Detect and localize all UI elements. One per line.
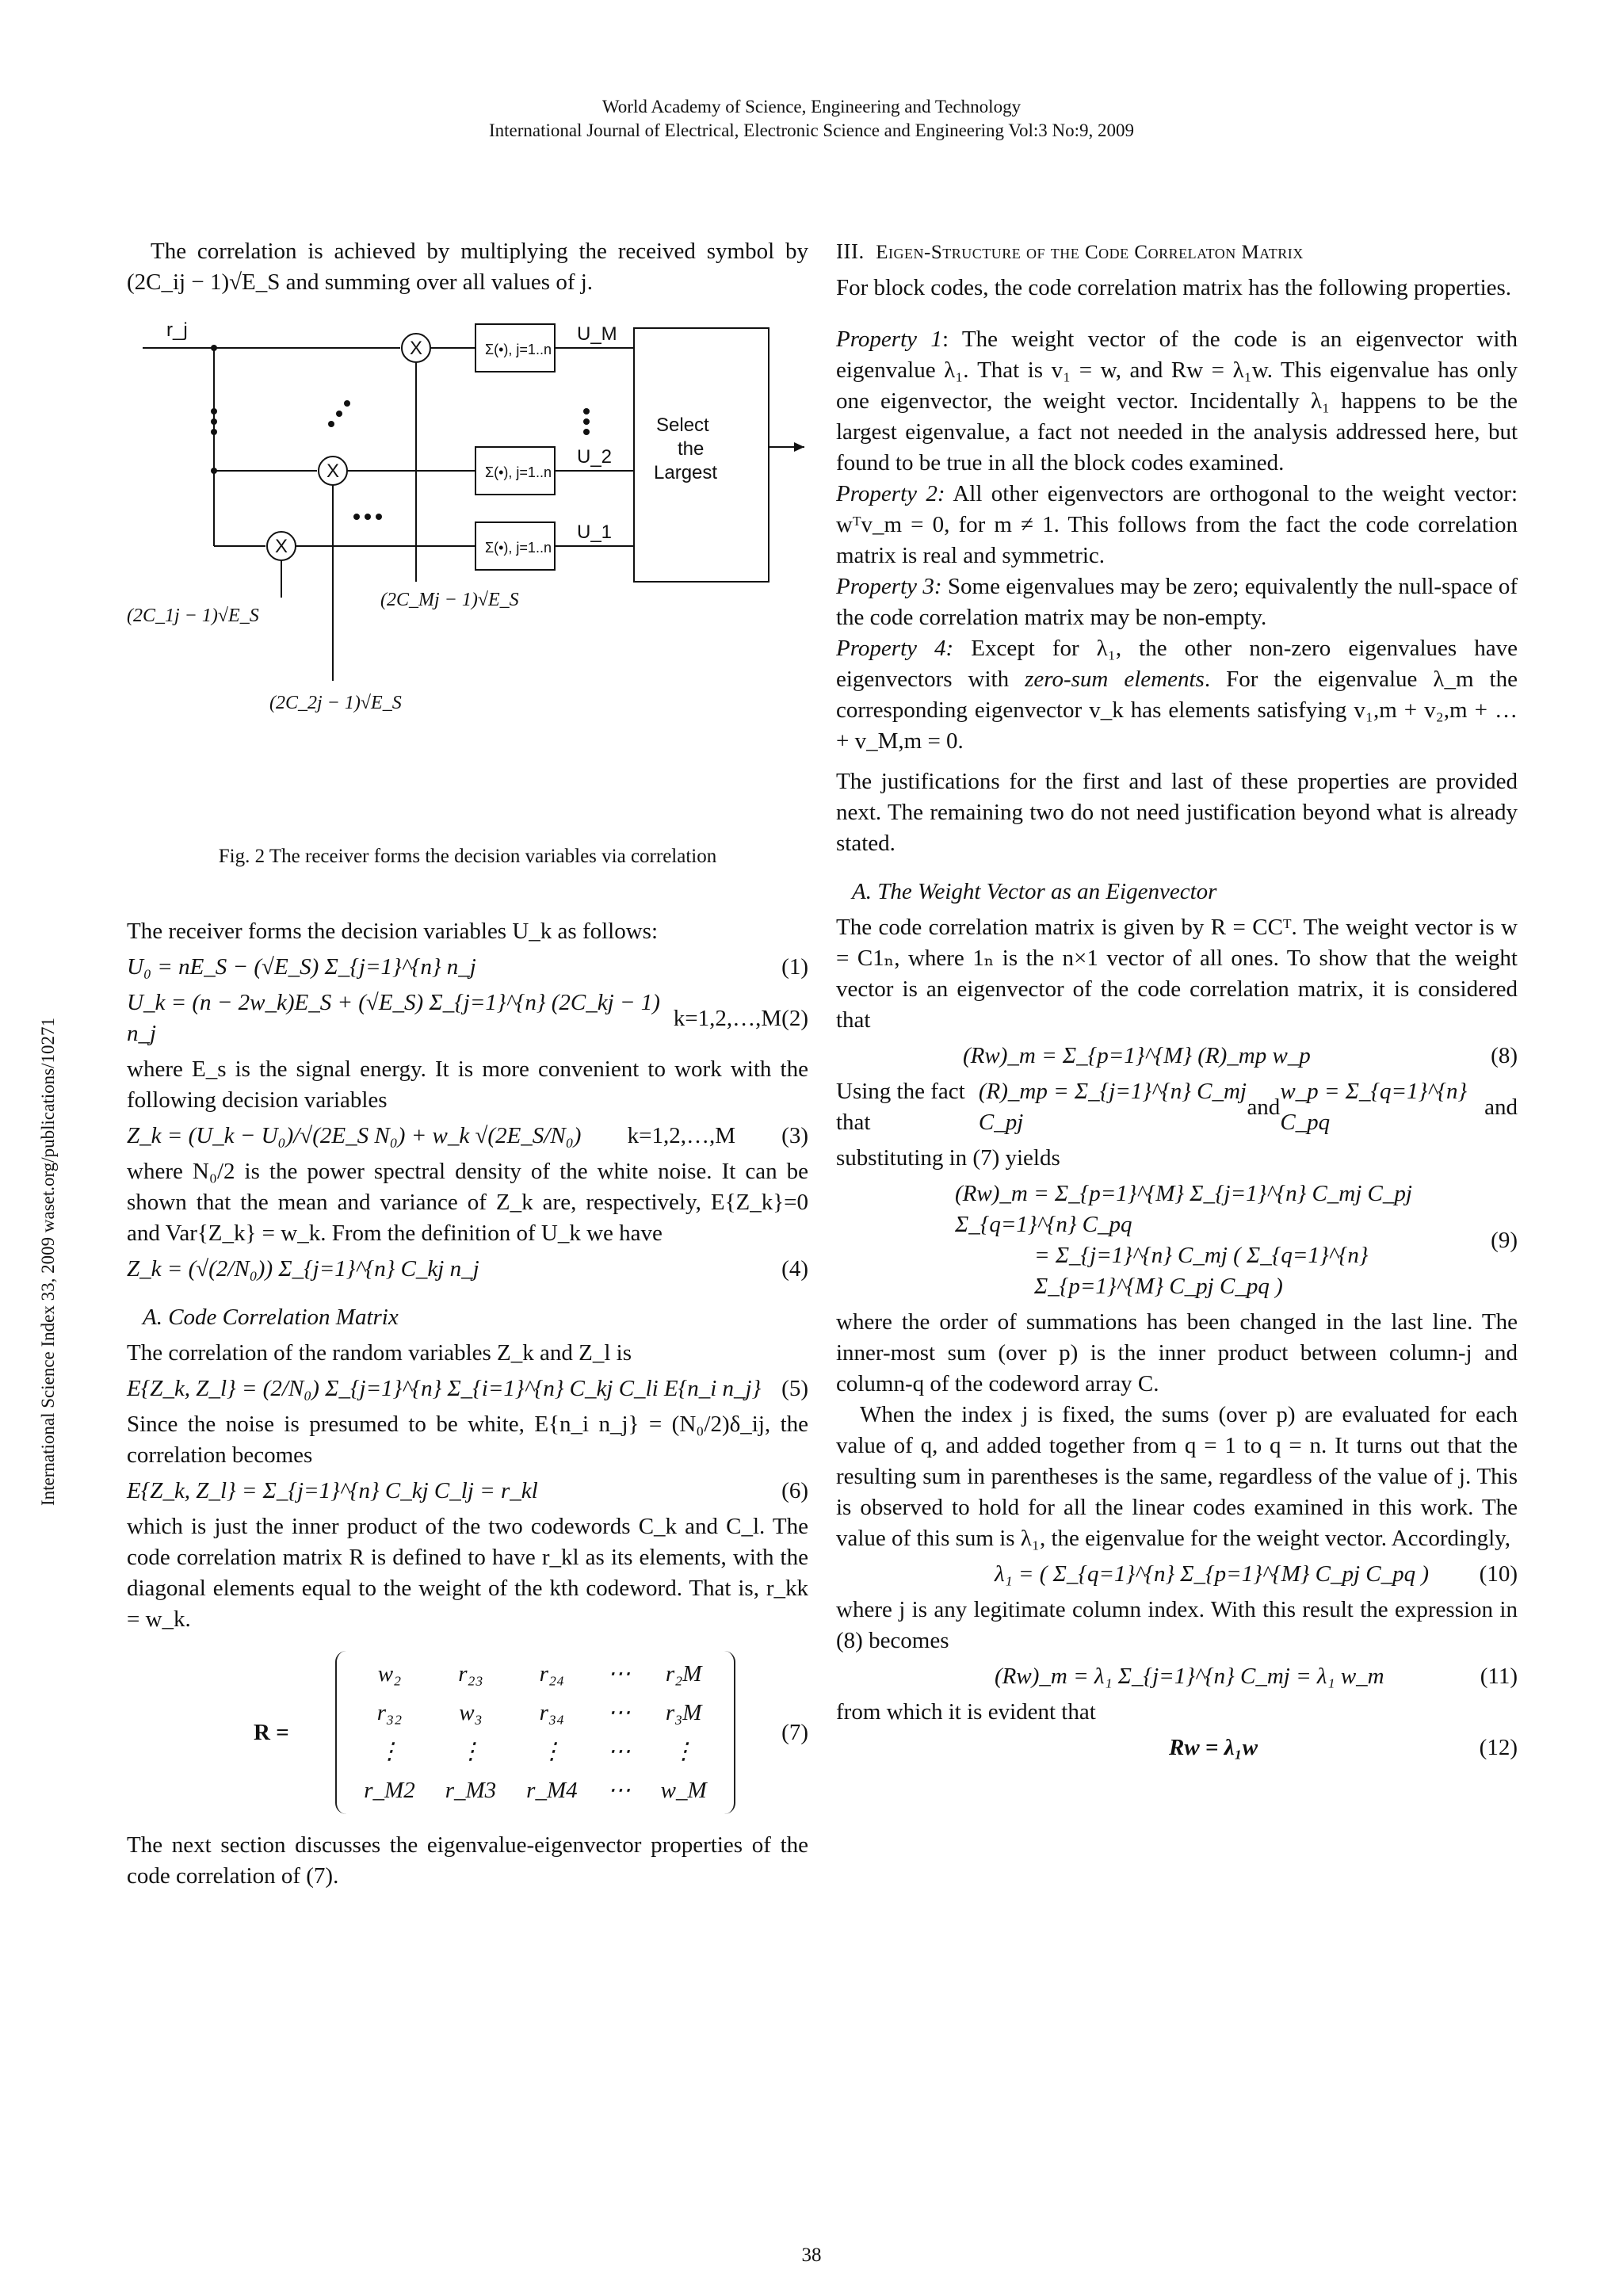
weight-label-Mj: (2C_Mj − 1)√E_S bbox=[380, 590, 519, 610]
subsection-code-correlation: A. Code Correlation Matrix bbox=[143, 1305, 399, 1330]
property-1: Property 1: The weight vector of the code is an eigenvector with eigenvalue λ₁. That is v₁ = w, and Rw = λ₁w. This eigenvalue has only one eigenvector, the weight vector. Incidentally λ₁ happens to be the largest eigenvalue, a fact not needed in the analysis addressed here, but found to be true in all the block codes examined. bbox=[836, 327, 1518, 476]
multiplier-middle bbox=[319, 457, 347, 485]
using-fact-line: Using the fact that (R)_mp = Σ_{j=1}^{n} C_mj C_pj and w_p = Σ_{q=1}^{n} C_pq and bbox=[836, 1079, 1518, 1135]
where-signal-energy: where E_s is the signal energy. It is more convenient to work with the following decision variables bbox=[127, 1056, 808, 1113]
equation-12: Rw = λ₁w (12) bbox=[1169, 1735, 1518, 1760]
output-U1: U_1 bbox=[577, 521, 613, 543]
equation-4: Z_k = (√(2/N₀)) Σ_{j=1}^{n} C_kj n_j (4) bbox=[127, 1256, 808, 1282]
intro-paragraph: The correlation is achieved by multiplying the received symbol by (2C_ij − 1)√E_S and summing over all values of j. bbox=[127, 239, 808, 295]
property-4: Property 4: Except for λ₁, the other non-zero eigenvalues have eigenvectors with zero-sum elements. For the eigenvalue λ_m the corresponding eigenvector v_k has elements satisfying v₁,m + v₂,m + … + v_M,m = 0. bbox=[836, 636, 1518, 754]
figure-caption: Fig. 2 The receiver forms the decision variables via correlation bbox=[218, 846, 717, 867]
index-paragraph: When the index j is fixed, the sums (over p) are evaluated for each value of q, and added together from q = 1 to q = n. It turns out that the resulting sum in parentheses is the same, regardless of the value of j. This is observed to hold for all the linear codes examined in this work. The value of this sum is λ₁, the eigenvalue for the weight vector. Accordingly, bbox=[836, 1402, 1518, 1551]
section-heading: III. Eigen-Structure of the Code Correlaton Matrix bbox=[836, 239, 1304, 263]
right-column bbox=[836, 236, 1518, 1768]
equation-8: (Rw)_m = Σ_{p=1}^{M} (R)_mp w_p (8) bbox=[963, 1043, 1518, 1068]
equation-10: λ₁ = ( Σ_{q=1}^{n} Σ_{p=1}^{M} C_pj C_pq ) (10) bbox=[995, 1561, 1518, 1587]
subsection-weight-vector: A. The Weight Vector as an Eigenvector bbox=[852, 879, 1217, 904]
index-sidebar: International Science Index 33, 2009 waset.org/publications/10271 bbox=[38, 1018, 58, 1506]
svg-text:X: X bbox=[410, 338, 423, 359]
equation-2: U_k = (n − 2w_k)E_S + (√E_S) Σ_{j=1}^{n} (2C_kj − 1) n_j k=1,2,…,M (2) bbox=[127, 990, 808, 1046]
output-U2: U_2 bbox=[577, 446, 613, 468]
summer-label-2: Σ(•), j=1..n bbox=[485, 464, 552, 480]
equation-5: E{Z_k, Z_l} = (2/N₀) Σ_{j=1}^{n} Σ_{i=1}^{n} C_kj C_li E{n_i n_j} (5) bbox=[127, 1376, 808, 1401]
summer-label-1: Σ(•), j=1..n bbox=[485, 540, 552, 556]
correlation-matrix: w₂ r₂₃ r₂₄ ⋯ r₂M r₃₂ w₃ r₃₄ ⋯ r₃M ⋮ ⋮ ⋮ ⋯ ⋮ r_M2 r_M3 r_M4 ⋯ w_M bbox=[335, 1651, 735, 1814]
left-column bbox=[127, 236, 808, 1892]
equation-1: U₀ = nE_S − (√E_S) Σ_{j=1}^{n} n_j (1) bbox=[127, 954, 808, 980]
header-line-2: International Journal of Electrical, Electronic Science and Engineering Vol:3 No:9, 2009 bbox=[488, 120, 1135, 140]
weight-label-2j: (2C_2j − 1)√E_S bbox=[269, 693, 402, 713]
page-number: 38 bbox=[801, 2244, 822, 2266]
receiver-diagram bbox=[127, 312, 808, 819]
property-3: Property 3: Some eigenvalues may be zero; equivalently the null-space of the code correlation matrix may be non-empty. bbox=[836, 574, 1518, 630]
journal-header bbox=[0, 95, 1623, 143]
weight-label-1j: (2C_1j − 1)√E_S bbox=[127, 606, 259, 626]
equation-11: (Rw)_m = λ₁ Σ_{j=1}^{n} C_mj = λ₁ w_m (11) bbox=[995, 1664, 1518, 1689]
equation-3: Z_k = (U_k − U₀)/√(2E_S N₀) + w_k √(2E_S/N₀) k=1,2,…,M (3) bbox=[127, 1123, 808, 1148]
evident-line: from which it is evident that bbox=[836, 1699, 1096, 1725]
next-section-paragraph: The next section discusses the eigenvalue-eigenvector properties of the code correlation of (7). bbox=[127, 1832, 808, 1889]
property-2: Property 2: All other eigenvectors are orthogonal to the weight vector: wᵀv_m = 0, for m ≠ 1. This follows from the fact the code correlation matrix is real and symmetric. bbox=[836, 481, 1518, 568]
substituting-line: substituting in (7) yields bbox=[836, 1145, 1060, 1171]
inner-product-paragraph: which is just the inner product of the two codewords C_k and C_l. The code correlation matrix R is defined to have r_kl as its elements, with the diagonal elements equal to the weight of the kth codeword. That is, r_kk = w_k. bbox=[127, 1514, 808, 1632]
svg-text:X: X bbox=[275, 536, 288, 557]
output-UM: U_M bbox=[577, 323, 617, 345]
column-index-paragraph: where j is any legitimate column index. With this result the expression in (8) becomes bbox=[836, 1597, 1518, 1653]
rj-label: r_j bbox=[166, 319, 188, 341]
where-noise-density: where N₀/2 is the power spectral density of the white noise. It can be shown that the mean and variance of Z_k are, respectively, E{Z_k}=0 and Var{Z_k} = w_k. From the definition of U_k we have bbox=[127, 1159, 808, 1246]
equation-7-matrix: R = w₂ r₂₃ r₂₄ ⋯ r₂M r₃₂ w₃ r₃₄ ⋯ r₃M ⋮ ⋮ ⋮ ⋯ ⋮ r_M2 r_M3 r_M4 ⋯ w_M (7) bbox=[127, 1651, 808, 1814]
multiplier-top bbox=[402, 334, 430, 362]
white-noise-paragraph: Since the noise is presumed to be white, E{n_i n_j} = (N₀/2)δ_ij, the correlation becomes bbox=[127, 1412, 808, 1468]
svg-text:X: X bbox=[327, 460, 340, 482]
equation-6: E{Z_k, Z_l} = Σ_{j=1}^{n} C_kj C_lj = r_kl (6) bbox=[127, 1478, 808, 1503]
equation-9: (Rw)_m = Σ_{p=1}^{M} Σ_{j=1}^{n} C_mj C_pj Σ_{q=1}^{n} C_pq = Σ_{j=1}^{n} C_mj ( Σ_{q=1}^{n} Σ_{p=1}^{M} C_pj C_pq ) (9) bbox=[955, 1181, 1518, 1299]
block-codes-paragraph: For block codes, the code correlation matrix has the following properties. bbox=[836, 275, 1512, 300]
order-paragraph: where the order of summations has been changed in the last line. The inner-most sum (over p) is the inner product between column-j and column-q of the codeword array C. bbox=[836, 1309, 1518, 1396]
svg-text:the: the bbox=[678, 438, 705, 460]
svg-text:Largest: Largest bbox=[654, 462, 718, 483]
justification-paragraph: The justifications for the first and last of these properties are provided next. The remaining two do not need justification beyond what is already stated. bbox=[836, 769, 1518, 856]
correlation-paragraph: The correlation of the random variables Z_k and Z_l is bbox=[127, 1340, 632, 1366]
summer-label-M: Σ(•), j=1..n bbox=[485, 342, 552, 357]
correlation-matrix-paragraph: The code correlation matrix is given by R = CCᵀ. The weight vector is w = C1ₙ, where 1ₙ is the n×1 vector of all ones. To show that the weight vector is an eigenvector of the code correlation matrix, it is considered that bbox=[836, 915, 1518, 1033]
multiplier-bottom bbox=[267, 532, 296, 560]
header-line-1: World Academy of Science, Engineering and Technology bbox=[601, 97, 1022, 117]
decision-paragraph: The receiver forms the decision variables U_k as follows: bbox=[127, 919, 659, 944]
svg-text:Select: Select bbox=[656, 415, 709, 436]
